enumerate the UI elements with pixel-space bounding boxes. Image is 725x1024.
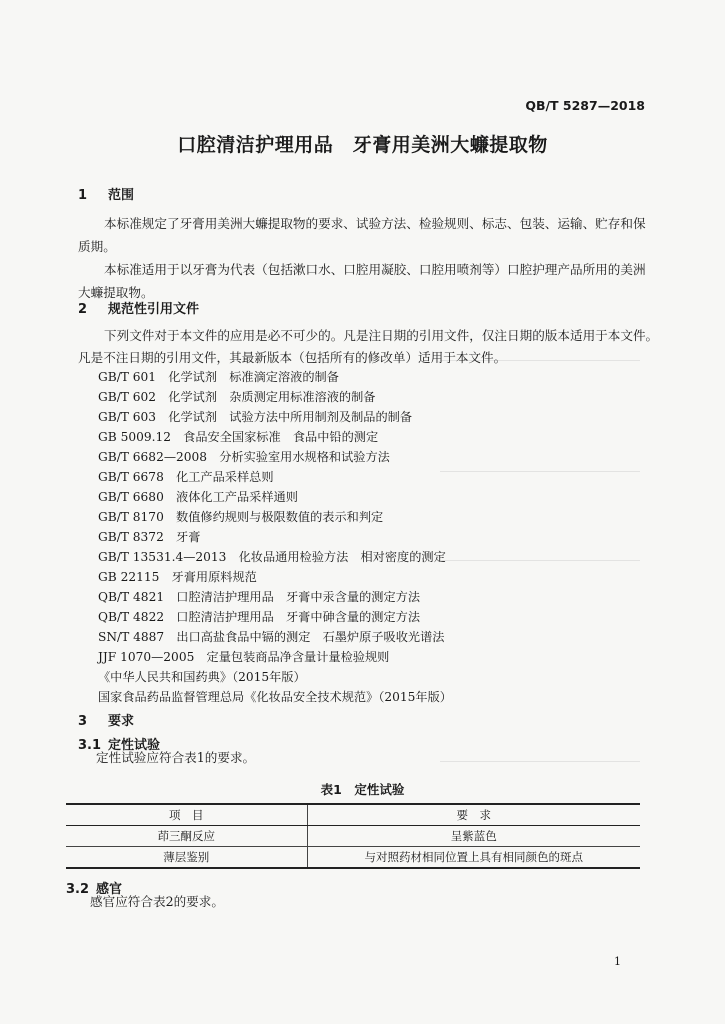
reference-item: GB/T 6682—2008 分析实验室用水规格和试验方法 xyxy=(98,450,390,464)
reference-item: QB/T 4821 口腔清洁护理用品 牙膏中汞含量的测定方法 xyxy=(98,590,421,604)
section-3-2-number: 3.2 xyxy=(66,882,90,897)
table-cell: 呈紫蓝色 xyxy=(307,826,640,847)
reference-item: QB/T 4822 口腔清洁护理用品 牙膏中砷含量的测定方法 xyxy=(98,610,421,624)
reference-item: GB/T 6680 液体化工产品采样通则 xyxy=(98,490,298,504)
section-3-2-text: 感官应符合表2的要求。 xyxy=(90,894,224,909)
reference-item: GB/T 8372 牙膏 xyxy=(98,530,201,544)
section-1-number: 1 xyxy=(78,188,88,203)
section-2-title: 规范性引用文件 xyxy=(108,302,200,317)
reference-item: GB/T 8170 数值修约规则与极限数值的表示和判定 xyxy=(98,510,384,524)
section-2-intro-line2: 凡是不注日期的引用文件，其最新版本（包括所有的修改单）适用于本文件。 xyxy=(78,350,507,365)
document-title: 口腔清洁护理用品 牙膏用美洲大蠊提取物 xyxy=(177,134,548,156)
section-1-para1-line1: 本标准规定了牙膏用美洲大蠊提取物的要求、试验方法、检验规则、标志、包装、运输、贮存和保 xyxy=(104,216,646,231)
standard-code: QB/T 5287—2018 xyxy=(525,98,645,113)
reference-item: GB 22115 牙膏用原料规范 xyxy=(98,570,257,584)
reference-item: 《中华人民共和国药典》（2015年版） xyxy=(98,670,306,684)
reference-item: GB/T 6678 化工产品采样总则 xyxy=(98,470,274,484)
table-1-caption: 表1 定性试验 xyxy=(320,782,405,797)
table-cell: 与对照药材相同位置上具有相同颜色的斑点 xyxy=(307,847,640,869)
section-1-para1-line2: 质期。 xyxy=(78,239,116,254)
reference-item: JJF 1070—2005 定量包装商品净含量计量检验规则 xyxy=(98,650,390,664)
table-header-row xyxy=(66,804,640,826)
reference-item: GB/T 603 化学试剂 试验方法中所用制剂及制品的制备 xyxy=(98,410,413,424)
table-1 xyxy=(66,803,640,869)
section-1-heading xyxy=(78,184,134,203)
section-3-1-text: 定性试验应符合表1的要求。 xyxy=(96,750,256,765)
section-2-intro-line1: 下列文件对于本文件的应用是必不可少的。凡是注日期的引用文件，仅注日期的版本适用于本文件。 xyxy=(104,328,659,343)
reference-item: GB/T 602 化学试剂 杂质测定用标准溶液的制备 xyxy=(98,390,376,404)
reference-item: GB 5009.12 食品安全国家标准 食品中铅的测定 xyxy=(98,430,379,444)
table-cell: 薄层鉴别 xyxy=(66,847,307,869)
table-row xyxy=(66,826,640,847)
table-row xyxy=(66,847,640,869)
reference-item: GB/T 601 化学试剂 标准滴定溶液的制备 xyxy=(98,370,339,384)
section-2-heading xyxy=(78,298,199,317)
section-3-heading xyxy=(78,710,134,729)
section-3-1-title: 定性试验 xyxy=(108,738,161,753)
reference-item: 国家食品药品监督管理总局《化妆品安全技术规范》（2015年版） xyxy=(98,690,452,704)
section-1-para2-line1: 本标准适用于以牙膏为代表（包括漱口水、口腔用凝胶、口腔用喷剂等）口腔护理产品所用的美洲 xyxy=(104,262,646,277)
section-1-title: 范围 xyxy=(108,188,135,203)
section-3-1-number: 3.1 xyxy=(78,738,102,753)
table-header-item: 项 目 xyxy=(66,804,307,826)
table-header-requirement: 要 求 xyxy=(307,804,640,826)
page-number: 1 xyxy=(614,955,621,968)
section-3-title: 要求 xyxy=(108,714,135,729)
section-1-para2-line2: 大蠊提取物。 xyxy=(78,285,154,300)
reference-item: SN/T 4887 出口高盐食品中镉的测定 石墨炉原子吸收光谱法 xyxy=(98,630,445,644)
reference-item: GB/T 13531.4—2013 化妆品通用检验方法 相对密度的测定 xyxy=(98,550,446,564)
section-2-number: 2 xyxy=(78,302,88,317)
section-3-number: 3 xyxy=(78,714,88,729)
table-cell: 茚三酮反应 xyxy=(66,826,307,847)
section-3-2-title: 感官 xyxy=(96,882,123,897)
